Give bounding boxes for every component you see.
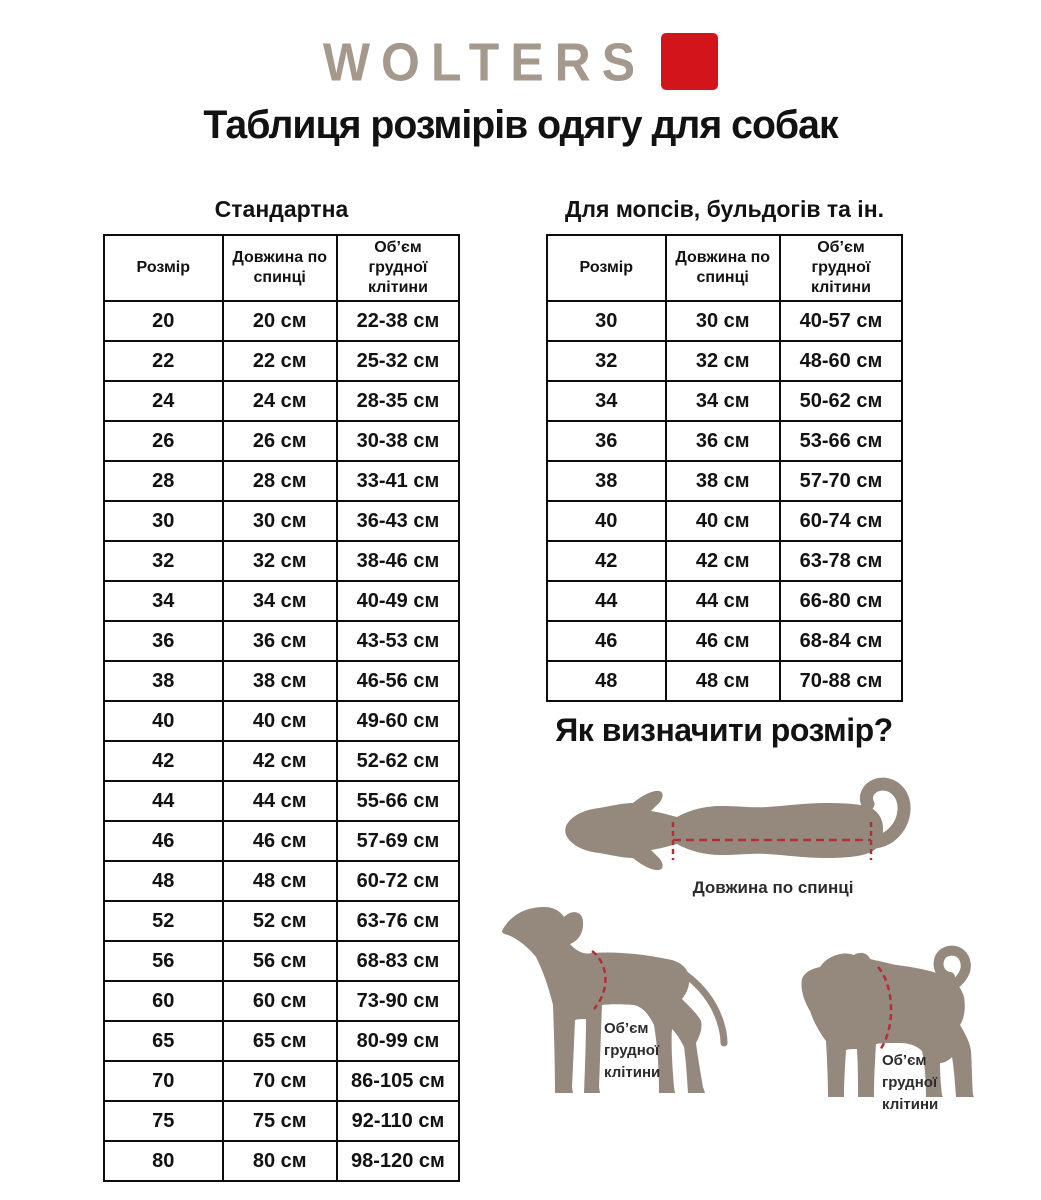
table-cell: 80 см	[223, 1141, 337, 1181]
table-cell: 66-80 см	[780, 581, 902, 621]
table-cell: 48 см	[666, 661, 780, 701]
table-row	[104, 781, 459, 821]
table-cell: 34 см	[666, 381, 780, 421]
table-cell: 40	[104, 701, 223, 741]
table-cell: 30 см	[223, 501, 337, 541]
column-header: Розмір	[547, 235, 666, 301]
table-cell: 28	[104, 461, 223, 501]
table-row	[104, 661, 459, 701]
table-row	[104, 941, 459, 981]
table-cell: 22 см	[223, 341, 337, 381]
table-cell: 25-32 см	[337, 341, 459, 381]
table-cell: 75	[104, 1101, 223, 1141]
table-cell: 34 см	[223, 581, 337, 621]
table-row	[104, 1101, 459, 1141]
table-cell: 38	[547, 461, 666, 501]
table-cell: 20 см	[223, 301, 337, 341]
table-cell: 46	[547, 621, 666, 661]
table-cell: 30	[104, 501, 223, 541]
pug-size-table	[546, 234, 903, 702]
table-cell: 38 см	[223, 661, 337, 701]
table-row	[547, 461, 902, 501]
column-header: Об’єм грудної клітини	[780, 235, 902, 301]
table-cell: 36 см	[223, 621, 337, 661]
table-cell: 20	[104, 301, 223, 341]
column-header: Об’єм грудної клітини	[337, 235, 459, 301]
table-cell: 46 см	[666, 621, 780, 661]
table-cell: 80	[104, 1141, 223, 1181]
standard-table-body	[104, 301, 459, 1181]
table-row	[547, 301, 902, 341]
table-cell: 32	[104, 541, 223, 581]
standard-table-title: Стандартна	[214, 196, 349, 222]
table-cell: 34	[547, 381, 666, 421]
table-cell: 52	[104, 901, 223, 941]
table-row	[104, 421, 459, 461]
table-cell: 60-72 см	[337, 861, 459, 901]
brand-red-square-icon	[661, 33, 718, 90]
table-row	[104, 1141, 459, 1181]
standard-table-header-row	[104, 235, 459, 301]
table-cell: 28 см	[223, 461, 337, 501]
dog-top-view-illustration	[553, 770, 943, 882]
table-cell: 30 см	[666, 301, 780, 341]
table-cell: 40-49 см	[337, 581, 459, 621]
pug-table-title: Для мопсів, бульдогів та ін.	[565, 196, 884, 222]
table-cell: 86-105 см	[337, 1061, 459, 1101]
table-row	[104, 381, 459, 421]
table-cell: 70 см	[223, 1061, 337, 1101]
table-cell: 75 см	[223, 1101, 337, 1141]
pug-table-header-row	[547, 235, 902, 301]
table-cell: 32	[547, 341, 666, 381]
table-cell: 52 см	[223, 901, 337, 941]
table-cell: 40	[547, 501, 666, 541]
table-row	[104, 981, 459, 1021]
table-cell: 46-56 см	[337, 661, 459, 701]
table-row	[104, 701, 459, 741]
table-cell: 36	[104, 621, 223, 661]
table-cell: 48 см	[223, 861, 337, 901]
table-row	[547, 421, 902, 461]
table-cell: 42	[547, 541, 666, 581]
table-cell: 36	[547, 421, 666, 461]
table-cell: 56	[104, 941, 223, 981]
table-row	[104, 581, 459, 621]
table-row	[547, 621, 902, 661]
table-cell: 44 см	[666, 581, 780, 621]
table-row	[104, 1061, 459, 1101]
table-cell: 28-35 см	[337, 381, 459, 421]
table-row	[104, 1021, 459, 1061]
table-cell: 32 см	[666, 341, 780, 381]
pug-table-section	[546, 196, 903, 702]
table-row	[104, 821, 459, 861]
table-cell: 98-120 см	[337, 1141, 459, 1181]
table-cell: 34	[104, 581, 223, 621]
table-cell: 65 см	[223, 1021, 337, 1061]
pug-table-body	[547, 301, 902, 701]
table-row	[547, 381, 902, 421]
table-row	[104, 541, 459, 581]
table-cell: 57-69 см	[337, 821, 459, 861]
table-cell: 70-88 см	[780, 661, 902, 701]
table-cell: 46	[104, 821, 223, 861]
table-cell: 73-90 см	[337, 981, 459, 1021]
standard-table-section	[103, 196, 460, 1182]
table-cell: 80-99 см	[337, 1021, 459, 1061]
table-cell: 57-70 см	[780, 461, 902, 501]
column-header: Довжина по спинці	[223, 235, 337, 301]
table-cell: 50-62 см	[780, 381, 902, 421]
table-cell: 24 см	[223, 381, 337, 421]
table-cell: 52-62 см	[337, 741, 459, 781]
back-length-label: Довжина по спинці	[692, 878, 854, 897]
table-cell: 42	[104, 741, 223, 781]
table-row	[104, 861, 459, 901]
table-cell: 53-66 см	[780, 421, 902, 461]
chest-girth-label: Об’єм грудної клітини	[882, 1052, 939, 1113]
table-cell: 33-41 см	[337, 461, 459, 501]
column-header: Довжина по спинці	[666, 235, 780, 301]
table-cell: 26 см	[223, 421, 337, 461]
table-cell: 68-84 см	[780, 621, 902, 661]
table-cell: 55-66 см	[337, 781, 459, 821]
table-row	[104, 501, 459, 541]
table-cell: 38 см	[666, 461, 780, 501]
table-row	[547, 581, 902, 621]
table-cell: 22-38 см	[337, 301, 459, 341]
table-cell: 42 см	[666, 541, 780, 581]
table-cell: 36 см	[666, 421, 780, 461]
table-cell: 63-76 см	[337, 901, 459, 941]
table-cell: 38	[104, 661, 223, 701]
table-cell: 36-43 см	[337, 501, 459, 541]
table-cell: 70	[104, 1061, 223, 1101]
table-cell: 26	[104, 421, 223, 461]
table-cell: 60 см	[223, 981, 337, 1021]
brand-name: WOLTERS	[322, 31, 647, 92]
table-cell: 24	[104, 381, 223, 421]
table-cell: 68-83 см	[337, 941, 459, 981]
standard-size-table	[103, 234, 460, 1182]
table-row	[547, 541, 902, 581]
table-cell: 44	[547, 581, 666, 621]
table-cell: 43-53 см	[337, 621, 459, 661]
table-row	[104, 741, 459, 781]
page-title: Таблиця розмірів одягу для собак	[203, 103, 838, 147]
table-cell: 42 см	[223, 741, 337, 781]
table-cell: 48	[104, 861, 223, 901]
table-cell: 46 см	[223, 821, 337, 861]
table-cell: 63-78 см	[780, 541, 902, 581]
table-row	[104, 461, 459, 501]
table-row	[104, 341, 459, 381]
table-cell: 40 см	[666, 501, 780, 541]
table-cell: 44 см	[223, 781, 337, 821]
wolters-logo	[0, 33, 1041, 90]
table-cell: 65	[104, 1021, 223, 1061]
table-cell: 60-74 см	[780, 501, 902, 541]
table-cell: 30-38 см	[337, 421, 459, 461]
table-row	[547, 661, 902, 701]
chest-girth-label: Об’єм грудної клітини	[604, 1020, 661, 1081]
table-cell: 38-46 см	[337, 541, 459, 581]
column-header: Розмір	[104, 235, 223, 301]
table-row	[104, 301, 459, 341]
table-cell: 60	[104, 981, 223, 1021]
table-cell: 48	[547, 661, 666, 701]
table-cell: 40 см	[223, 701, 337, 741]
table-cell: 22	[104, 341, 223, 381]
guide-title: Як визначити розмір?	[555, 712, 893, 748]
table-cell: 48-60 см	[780, 341, 902, 381]
table-row	[104, 621, 459, 661]
table-cell: 44	[104, 781, 223, 821]
table-row	[104, 901, 459, 941]
table-cell: 40-57 см	[780, 301, 902, 341]
table-cell: 32 см	[223, 541, 337, 581]
table-cell: 30	[547, 301, 666, 341]
table-row	[547, 341, 902, 381]
table-cell: 92-110 см	[337, 1101, 459, 1141]
table-row	[547, 501, 902, 541]
table-cell: 49-60 см	[337, 701, 459, 741]
table-cell: 56 см	[223, 941, 337, 981]
